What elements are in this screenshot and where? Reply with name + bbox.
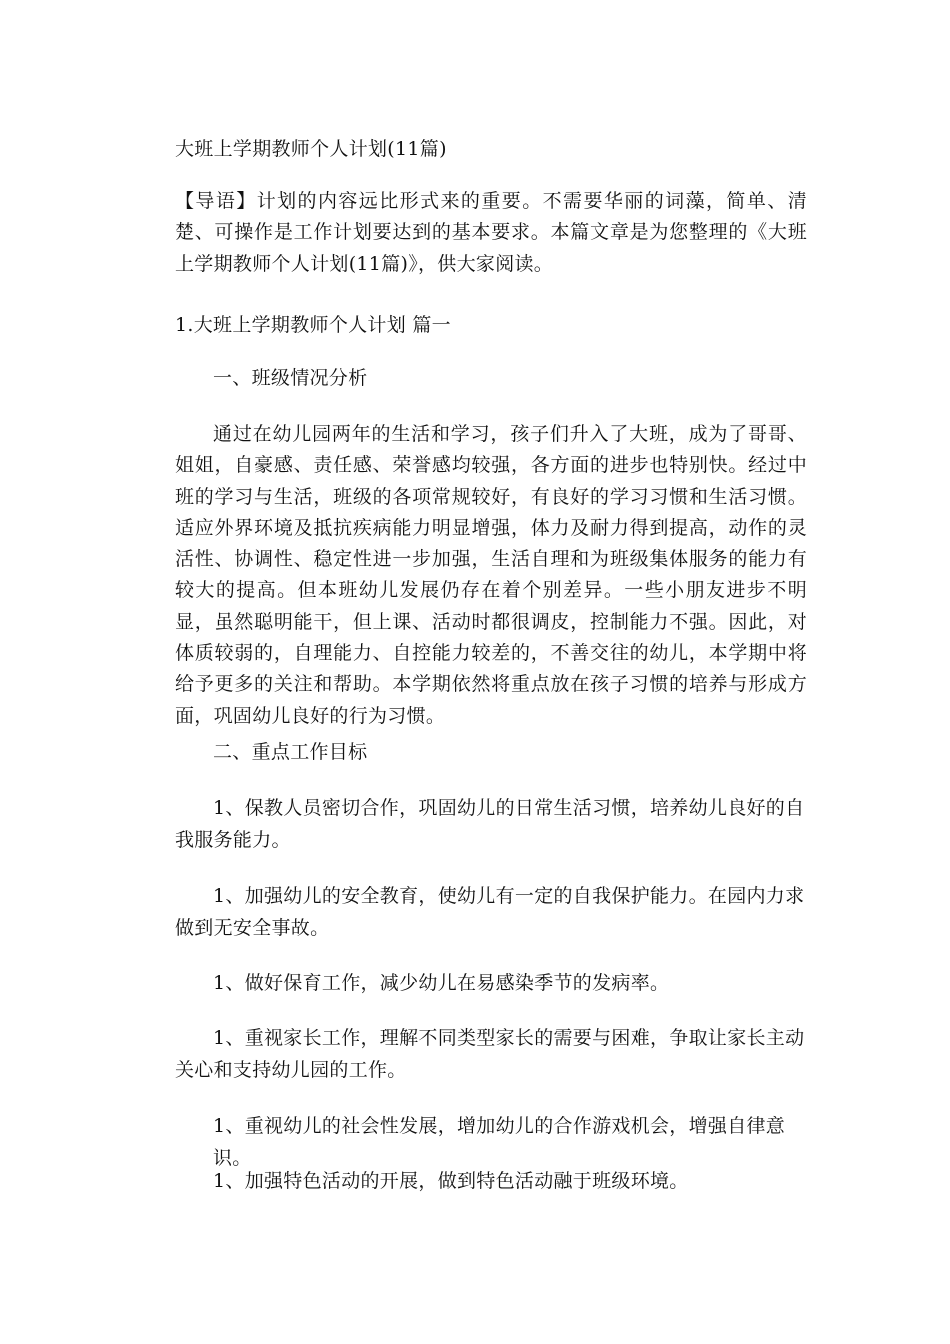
document-title: 大班上学期教师个人计划(11篇) xyxy=(175,138,447,160)
section-title: 1.大班上学期教师个人计划 篇一 xyxy=(175,314,451,336)
goal-item: 1、保教人员密切合作，巩固幼儿的日常生活习惯，培养幼儿良好的自我服务能力。 xyxy=(175,797,805,851)
heading-key-goals: 二、重点工作目标 xyxy=(213,741,368,763)
goal-item: 1、加强特色活动的开展，做到特色活动融于班级环境。 xyxy=(213,1170,689,1192)
goal-item: 1、做好保育工作，减少幼儿在易感染季节的发病率。 xyxy=(213,972,670,994)
analysis-paragraph: 通过在幼儿园两年的生活和学习，孩子们升入了大班，成为了哥哥、姐姐，自豪感、责任感、荣誉感均较强，各方面的进步也特别快。经过中班的学习与生活，班级的各项常规较好，有良好的学习习惯和生活习惯。适应外界环境及抵抗疾病能力明显增强，体力及耐力得到提高，动作的灵活性、协调性、稳定性进一步加强，生活自理和为班级集体服务的能力有较大的提高。但本班幼儿发展仍存在着个别差异。一些小朋友进步不明显，虽然聪明能干，但上课、活动时都很调皮，控制能力不强。因此，对体质较弱的，自理能力、自控能力较差的，不善交往的幼儿，本学期中将给予更多的关注和帮助。本学期依然将重点放在孩子习惯的培养与形成方面，巩固幼儿良好的行为习惯。 xyxy=(175,423,807,727)
heading-class-analysis: 一、班级情况分析 xyxy=(213,367,368,389)
goal-item: 1、重视幼儿的社会性发展，增加幼儿的合作游戏机会，增强自律意识。 xyxy=(213,1115,786,1169)
goal-item: 1、重视家长工作，理解不同类型家长的需要与困难，争取让家长主动关心和支持幼儿园的工作。 xyxy=(175,1027,805,1081)
goal-item: 1、加强幼儿的安全教育，使幼儿有一定的自我保护能力。在园内力求做到无安全事故。 xyxy=(175,885,805,939)
intro-paragraph: 【导语】计划的内容远比形式来的重要。不需要华丽的词藻，简单、清楚、可操作是工作计划要达到的基本要求。本篇文章是为您整理的《大班上学期教师个人计划(11篇)》，供大家阅读。 xyxy=(175,190,807,275)
